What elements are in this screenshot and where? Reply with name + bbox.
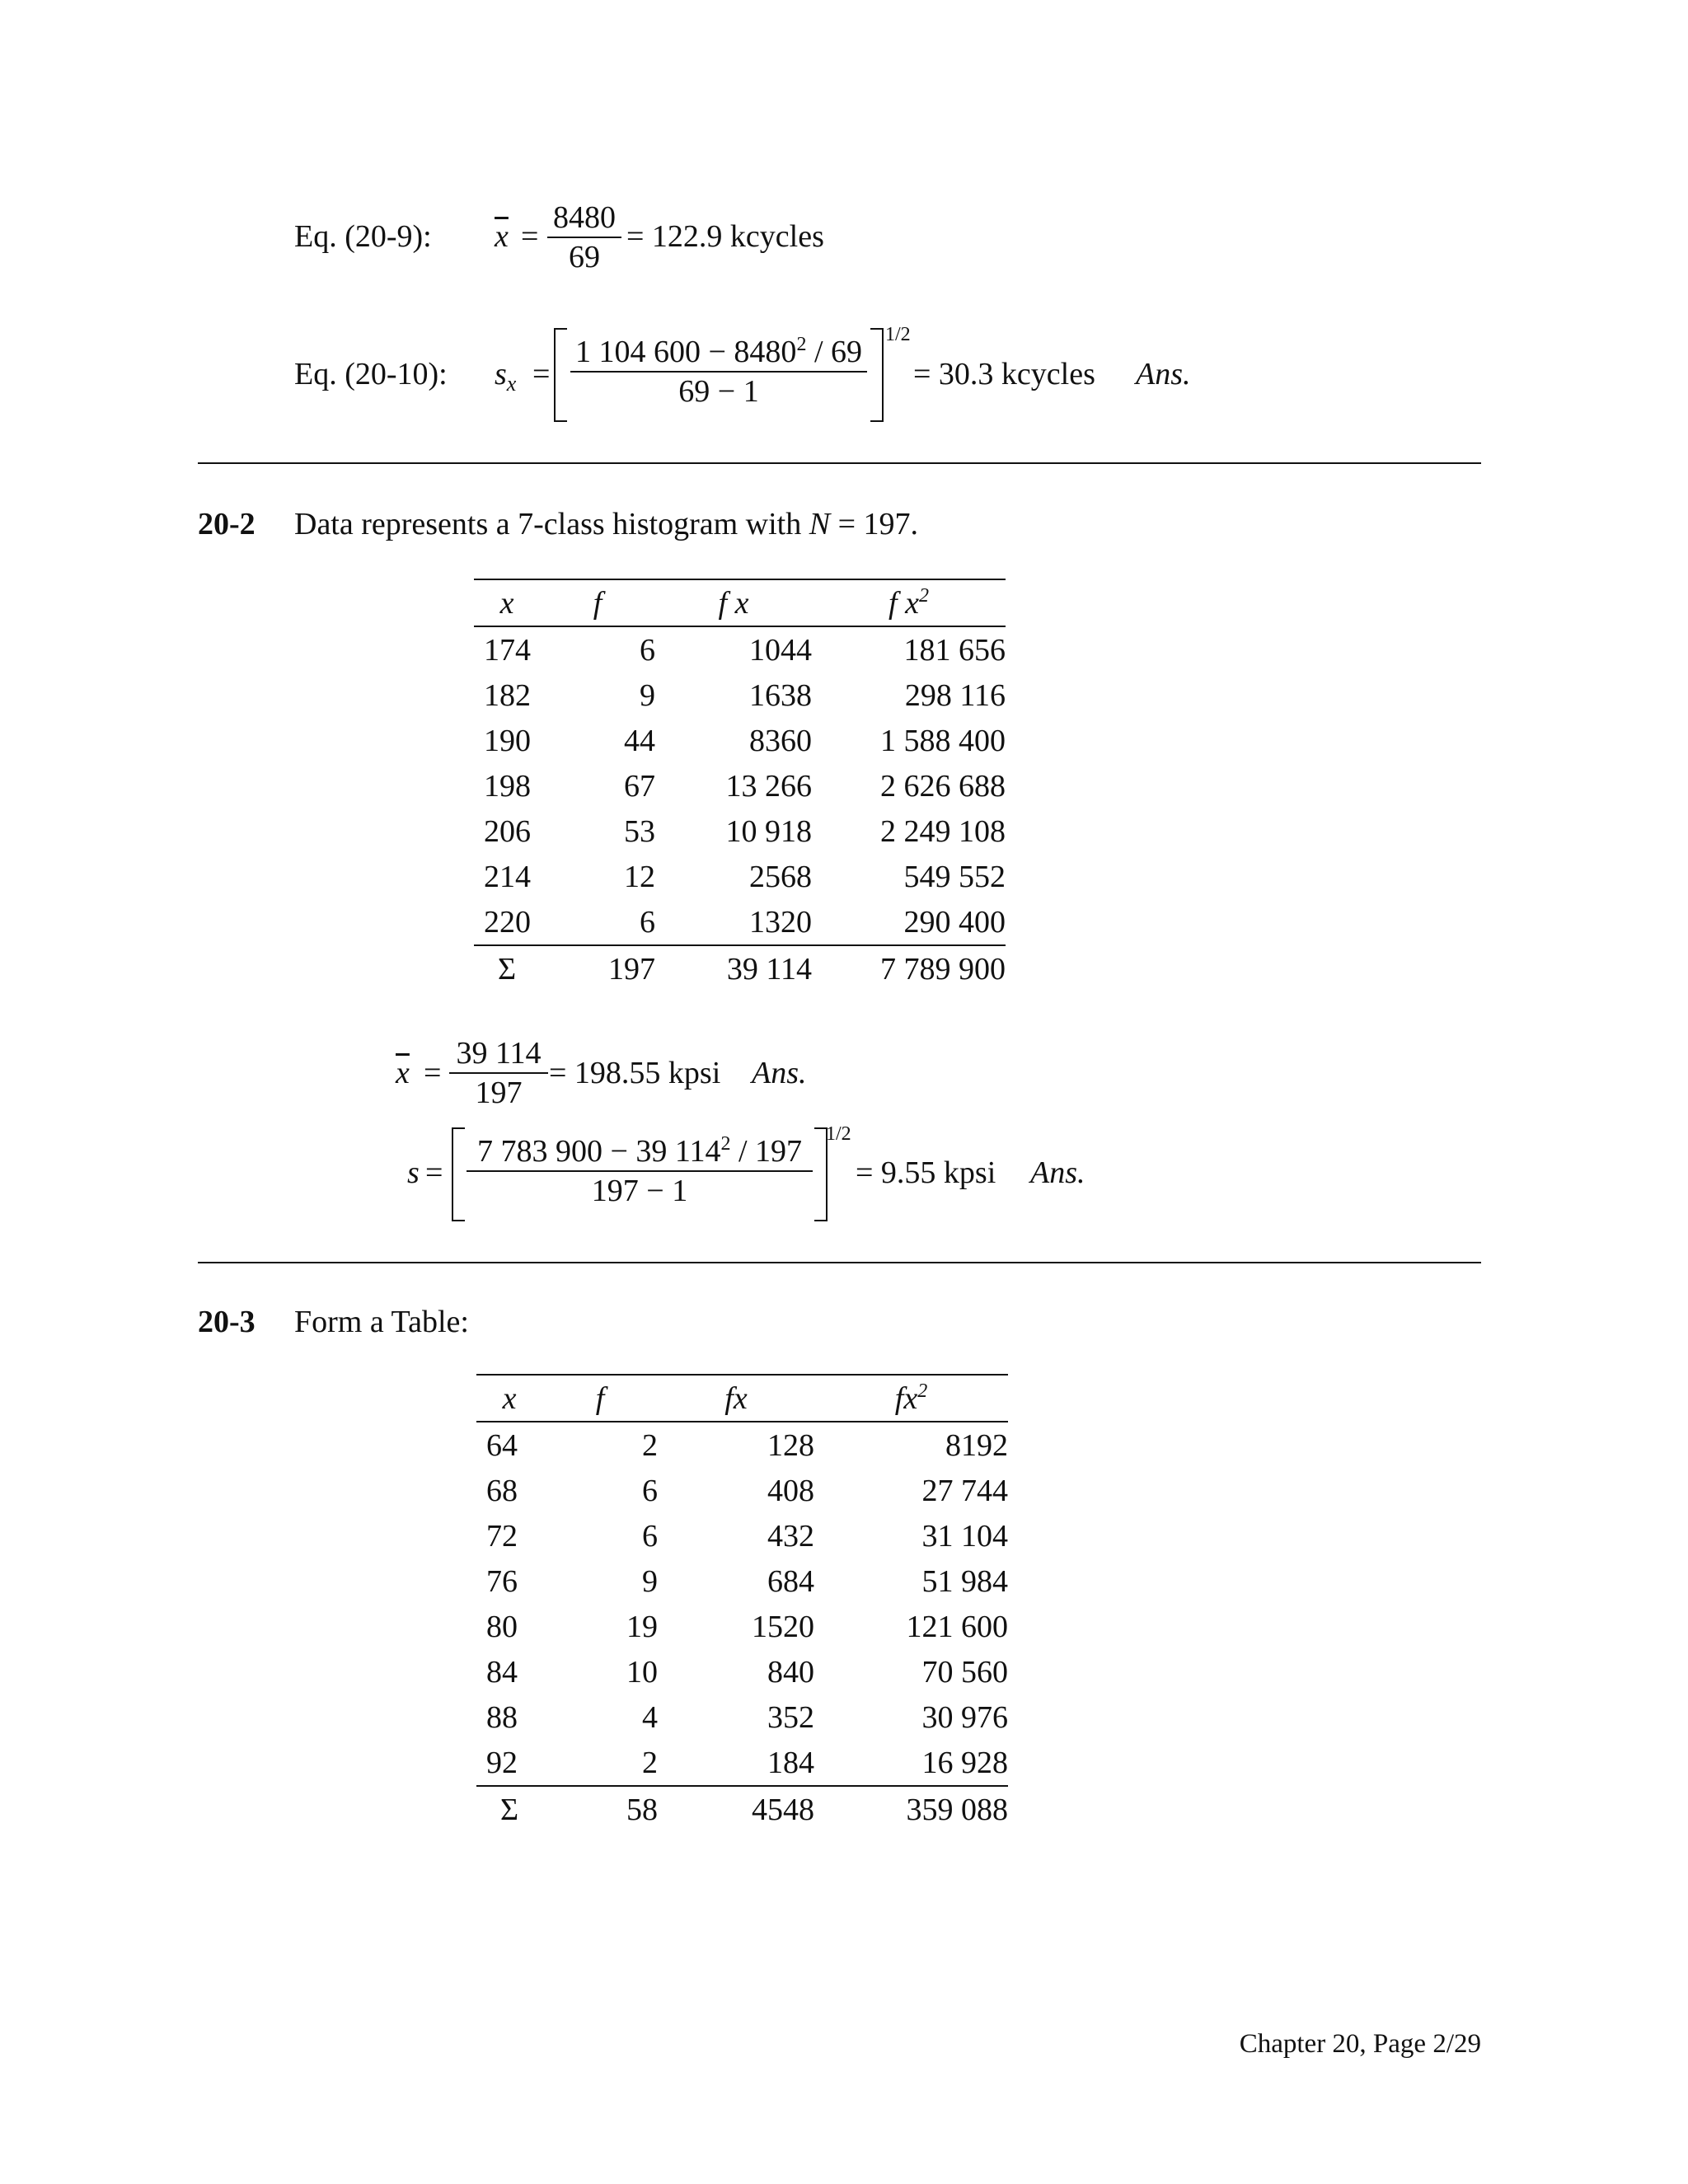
- cell-fx2: 27 744: [921, 1473, 1008, 1508]
- cell-f: 67: [624, 768, 655, 804]
- problem-number-20-2: 20-2: [198, 507, 256, 541]
- eq10-right-bracket: [870, 328, 884, 422]
- mean-fraction: [449, 1038, 548, 1108]
- col-header-f: f: [593, 585, 603, 621]
- totals-fx: 39 114: [726, 951, 812, 987]
- table-row: [474, 673, 1006, 718]
- cell-f: 6: [642, 1518, 658, 1554]
- table-row: [476, 1558, 1008, 1604]
- section-divider-2: [198, 1262, 1481, 1263]
- totals-f: 58: [626, 1792, 658, 1827]
- eq10-left-bracket: [554, 328, 567, 422]
- col-header-fx: f x: [718, 585, 749, 621]
- problem-20-2-statement: Data represents a 7-class histogram with N = 197.: [294, 507, 918, 541]
- col-header-fx: fx: [724, 1380, 748, 1416]
- problem-number-20-3: 20-3: [198, 1305, 256, 1339]
- problem-20-3-statement: Form a Table:: [294, 1305, 469, 1339]
- eq10-denominator: 69 − 1: [678, 374, 759, 409]
- sd-numerator: 7 783 900 − 39 $114^2 / 197$: [476, 1133, 803, 1169]
- eq10-sx: $s_x$: [495, 357, 517, 396]
- cell-fx: 1638: [749, 677, 812, 713]
- totals-sigma: Σ: [497, 951, 517, 987]
- table-row: [474, 626, 1006, 673]
- cell-f: 6: [640, 632, 655, 668]
- table-row: [476, 1604, 1008, 1649]
- cell-fx: 2568: [749, 859, 812, 894]
- table-row: [474, 854, 1006, 899]
- table-totals-row: [476, 1786, 1008, 1832]
- cell-fx2: 51 984: [921, 1563, 1008, 1599]
- col-header-f: f: [595, 1380, 605, 1416]
- table-row: [476, 1649, 1008, 1694]
- eq10-exponent: 1/2: [885, 324, 911, 345]
- cell-f: 9: [642, 1563, 658, 1599]
- cell-fx: 840: [767, 1654, 814, 1690]
- cell-x: 206: [484, 813, 531, 849]
- table-row: [476, 1513, 1008, 1558]
- cell-fx: 13 266: [725, 768, 812, 804]
- cell-x: 64: [486, 1427, 518, 1463]
- table-header-row: [476, 1375, 1008, 1422]
- cell-fx2: 2 249 108: [880, 813, 1006, 849]
- table-row: [476, 1422, 1008, 1468]
- cell-fx2: 1 588 400: [880, 723, 1006, 758]
- cell-fx: 408: [767, 1473, 814, 1508]
- section-divider: [198, 462, 1481, 464]
- sd-exponent: 1/2: [826, 1123, 851, 1145]
- cell-f: 19: [626, 1609, 658, 1644]
- cell-x: 76: [486, 1563, 518, 1599]
- eq9-xbar: $\overline{x}$: [495, 219, 509, 254]
- mean-ans: Ans.: [752, 1056, 807, 1090]
- cell-x: 80: [486, 1609, 518, 1644]
- cell-f: 2: [642, 1745, 658, 1780]
- table-totals-row: [474, 945, 1006, 991]
- eq9-numerator: 8480: [553, 200, 616, 235]
- table-row: [474, 899, 1006, 945]
- col-header-fx2: $fx^2$: [894, 1380, 928, 1416]
- cell-fx2: 16 928: [921, 1745, 1008, 1780]
- eq10-label: Eq. (20-10):: [294, 357, 448, 391]
- sd-result: = 9.55 kpsi: [856, 1155, 996, 1190]
- cell-f: 9: [640, 677, 655, 713]
- cell-fx: 1320: [749, 904, 812, 940]
- table-row: [476, 1468, 1008, 1513]
- cell-x: 92: [486, 1745, 518, 1780]
- eq10-fraction: [570, 336, 867, 407]
- cell-fx: 10 918: [725, 813, 812, 849]
- cell-f: 6: [640, 904, 655, 940]
- cell-fx: 8360: [749, 723, 812, 758]
- eq9-fraction: [547, 202, 621, 273]
- cell-f: 12: [624, 859, 655, 894]
- mean-denominator: 197: [475, 1076, 523, 1110]
- cell-fx: 1520: [752, 1609, 814, 1644]
- mean-numerator: 39 114: [456, 1036, 542, 1071]
- cell-fx2: 31 104: [921, 1518, 1008, 1554]
- sd-fraction: [467, 1133, 813, 1208]
- histogram-table-20-2: [474, 579, 1006, 991]
- col-header-fx2: f $x^2$: [889, 584, 929, 621]
- totals-fx2: 7 789 900: [880, 951, 1006, 987]
- cell-fx2: 8192: [945, 1427, 1008, 1463]
- cell-fx2: 298 116: [904, 677, 1006, 713]
- sd-ans: Ans.: [1030, 1155, 1085, 1190]
- cell-x: 174: [484, 632, 531, 668]
- mean-result: = 198.55 kpsi: [549, 1056, 721, 1090]
- cell-fx: 128: [767, 1427, 814, 1463]
- table-row: [474, 808, 1006, 854]
- frequency-table-20-3: [476, 1374, 1008, 1832]
- cell-f: 4: [642, 1699, 658, 1735]
- cell-fx2: 30 976: [921, 1699, 1008, 1735]
- cell-fx2: 121 600: [906, 1609, 1008, 1644]
- cell-x: 84: [486, 1654, 518, 1690]
- table-row: [474, 763, 1006, 808]
- cell-f: 2: [642, 1427, 658, 1463]
- cell-fx2: 70 560: [921, 1654, 1008, 1690]
- cell-x: 182: [484, 677, 531, 713]
- eq9-label: Eq. (20-9):: [294, 219, 432, 254]
- eq10-result: = 30.3 kcycles: [913, 357, 1095, 391]
- cell-fx: 432: [767, 1518, 814, 1554]
- sd-s: s: [407, 1155, 420, 1190]
- col-header-x: x: [499, 585, 514, 621]
- eq10-equals: =: [532, 357, 551, 391]
- cell-f: 10: [626, 1654, 658, 1690]
- eq9-result: = 122.9 kcycles: [626, 219, 824, 254]
- cell-f: 53: [624, 813, 655, 849]
- col-header-x: x: [502, 1380, 517, 1416]
- mean-xbar: $\overline{x}$: [396, 1056, 410, 1090]
- cell-x: 220: [484, 904, 531, 940]
- cell-x: 72: [486, 1518, 518, 1554]
- sd-left-bracket: [452, 1127, 465, 1221]
- cell-f: 6: [642, 1473, 658, 1508]
- cell-fx: 1044: [749, 632, 812, 668]
- cell-x: 88: [486, 1699, 518, 1735]
- cell-f: 44: [624, 723, 655, 758]
- sd-equals: =: [425, 1155, 443, 1190]
- cell-x: 190: [484, 723, 531, 758]
- cell-fx: 352: [767, 1699, 814, 1735]
- eq10-numerator: 1 104 $600 - 8480^2 / 69$: [575, 334, 862, 369]
- cell-x: 198: [484, 768, 531, 804]
- cell-fx: 184: [767, 1745, 814, 1780]
- totals-f: 197: [608, 951, 655, 987]
- table-header-row: [474, 579, 1006, 626]
- cell-fx2: 549 552: [903, 859, 1006, 894]
- cell-x: 68: [486, 1473, 518, 1508]
- eq10-ans: Ans.: [1136, 357, 1191, 391]
- sd-denominator: 197 − 1: [591, 1174, 688, 1208]
- totals-sigma: Σ: [499, 1792, 519, 1827]
- totals-fx: 4548: [752, 1792, 814, 1827]
- cell-x: 214: [484, 859, 531, 894]
- totals-fx2: 359 088: [906, 1792, 1008, 1827]
- table-row: [476, 1740, 1008, 1786]
- table-row: [476, 1694, 1008, 1740]
- cell-fx2: 2 626 688: [880, 768, 1006, 804]
- page-footer: Chapter 20, Page 2/29: [1239, 2029, 1481, 2059]
- eq9-denominator: 69: [569, 240, 600, 274]
- mean-equals: =: [424, 1056, 442, 1090]
- cell-fx: 684: [767, 1563, 814, 1599]
- eq9-equals: =: [521, 219, 539, 254]
- cell-fx2: 290 400: [903, 904, 1006, 940]
- cell-fx2: 181 656: [903, 632, 1006, 668]
- table-row: [474, 718, 1006, 763]
